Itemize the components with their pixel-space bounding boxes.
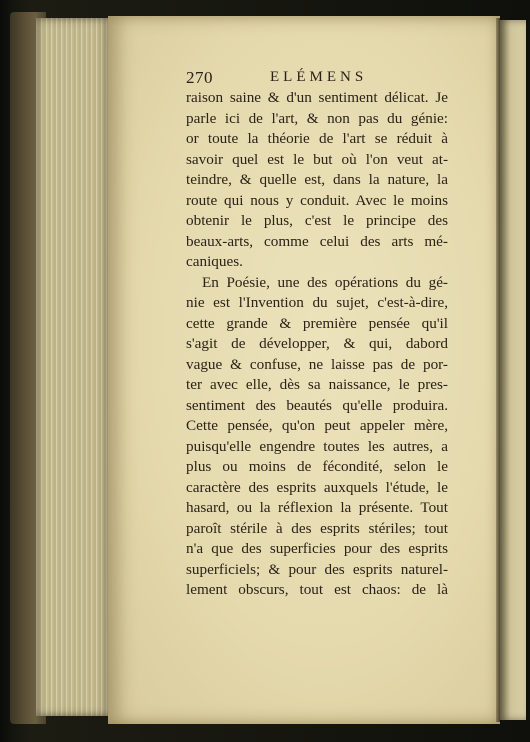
text-line: beaux-arts, comme celui des arts mé- xyxy=(186,232,448,250)
text-line: nie est l'Invention du sujet, c'est-à-dire, xyxy=(186,294,448,311)
text-line: savoir quel est le but où l'on veut at- xyxy=(186,150,448,168)
body-text xyxy=(186,88,448,601)
running-title: ELÉMENS xyxy=(270,69,368,85)
text-line: n'a que des superficies pour des esprits xyxy=(186,540,448,557)
text-line: raison saine & d'un sentiment délicat. Je xyxy=(186,89,448,106)
text-line: puisqu'elle engendre toutes les autres, a xyxy=(186,437,448,455)
text-line: or toute la théorie de l'art se réduit à xyxy=(186,130,448,147)
page-number: 270 xyxy=(186,68,213,87)
text-line: hasard, ou la réflexion la présente. Tout xyxy=(186,499,448,516)
text-line: superficiels; & pour des esprits naturel- xyxy=(186,560,448,578)
text-line: lement obscurs, tout est chaos: de là xyxy=(186,581,448,598)
text-line: plus ou moins de fécondité, selon le xyxy=(186,458,448,475)
text-line: obtenir le plus, c'est le principe des xyxy=(186,212,448,229)
text-line: caractère des esprits auxquels l'étude, le xyxy=(186,478,448,496)
text-line: parle ici de l'art, & non pas du génie: xyxy=(186,109,448,127)
text-line: paroît stérile à des esprits stériles; tout xyxy=(186,519,448,537)
text-line: route qui nous y conduit. Avec le moins xyxy=(186,191,448,209)
text-line: cette grande & première pensée qu'il xyxy=(186,314,448,332)
text-line: caniques. xyxy=(186,253,243,270)
text-line: s'agit de développer, & qui, dabord xyxy=(186,335,448,352)
facing-page-edge xyxy=(500,20,526,720)
text-line: Cette pensée, qu'on peut appeler mère, xyxy=(186,417,448,434)
text-line: sentiment des beautés qu'elle produira. xyxy=(186,396,448,414)
stacked-page-edges xyxy=(36,18,112,716)
text-line: teindre, & quelle est, dans la nature, la xyxy=(186,171,448,188)
paragraph-start-line: En Poésie, une des opérations du gé- xyxy=(202,273,448,291)
text-line: ter avec elle, dès sa naissance, le pres- xyxy=(186,376,448,393)
text-line: vague & confuse, ne laisse pas de por- xyxy=(186,355,448,373)
